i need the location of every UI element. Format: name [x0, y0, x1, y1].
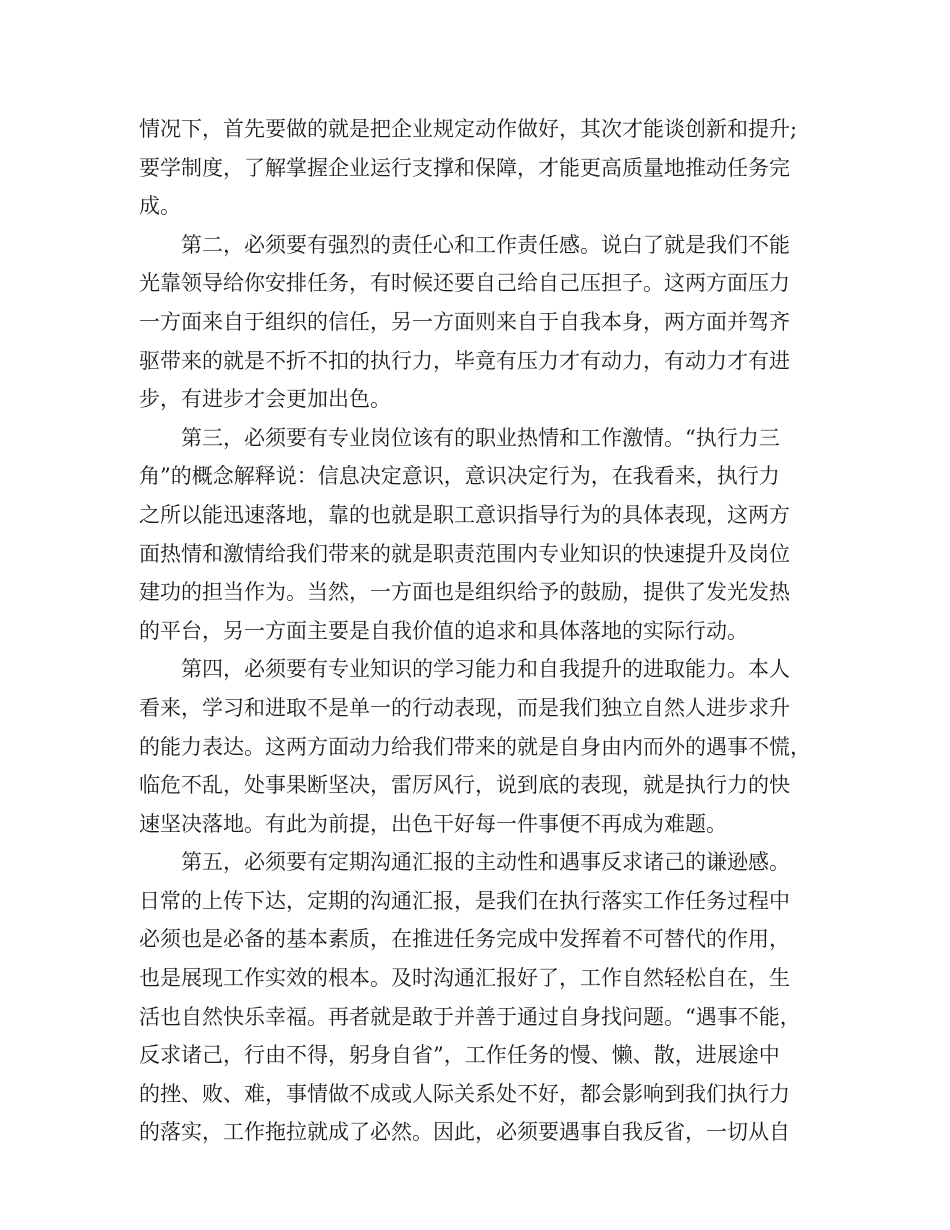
- text-line: 之所以能迅速落地，靠的也就是职工意识指导行为的具体表现，这两方: [139, 502, 790, 527]
- text-line: 建功的担当作为。当然，一方面也是组织给予的鼓励，提供了发光发热: [139, 580, 790, 605]
- text-line: 速坚决落地。有此为前提，出色干好每一件事便不再成为难题。: [139, 811, 727, 836]
- paragraph-first-line: 第五，必须要有定期沟通汇报的主动性和遇事反求诸己的谦逊感。: [181, 850, 790, 875]
- text-line: 角”的概念解释说：信息决定意识，意识决定行为，在我看来，执行力: [139, 464, 780, 489]
- paragraph-first-line: 第三，必须要有专业岗位该有的职业热情和工作激情。“执行力三: [181, 425, 780, 450]
- text-line: 的平台，另一方面主要是自我价值的追求和具体落地的实际行动。: [139, 618, 748, 643]
- paragraph-first-line: 第二，必须要有强烈的责任心和工作责任感。说白了就是我们不能: [181, 232, 790, 257]
- text-line: 看来，学习和进取不是单一的行动表现，而是我们独立自然人进步求升: [139, 695, 790, 720]
- text-line: 的能力表达。这两方面动力给我们带来的就是自身由内而外的遇事不慌，: [139, 734, 811, 759]
- text-line: 反求诸己，行由不得，躬身自省”，工作任务的慢、懒、散，进展途中: [139, 1043, 780, 1068]
- text-line: 面热情和激情给我们带来的就是职责范围内专业知识的快速提升及岗位: [139, 541, 790, 566]
- text-line: 成。: [139, 194, 181, 219]
- text-line: 也是展现工作实效的根本。及时沟通汇报好了，工作自然轻松自在，生: [139, 966, 790, 991]
- text-line: 步，有进步才会更加出色。: [139, 387, 391, 412]
- text-line: 的挫、败、难，事情做不成或人际关系处不好，都会影响到我们执行力: [139, 1081, 790, 1106]
- text-line: 的落实，工作拖拉就成了必然。因此，必须要遇事自我反省，一切从自: [139, 1120, 790, 1145]
- text-line: 日常的上传下达，定期的沟通汇报，是我们在执行落实工作任务过程中: [139, 888, 790, 913]
- text-line: 要学制度，了解掌握企业运行支撑和保障，才能更高质量地推动任务完: [139, 155, 790, 180]
- text-line: 活也自然快乐幸福。再者就是敢于并善于通过自身找问题。“遇事不能，: [139, 1004, 801, 1029]
- text-line: 临危不乱，处事果断坚决，雷厉风行，说到底的表现，就是执行力的快: [139, 773, 790, 798]
- text-line: 必须也是必备的基本素质，在推进任务完成中发挥着不可替代的作用，: [139, 927, 790, 952]
- text-line: 驱带来的就是不折不扣的执行力，毕竟有压力才有动力，有动力才有进: [139, 348, 790, 373]
- paragraph-first-line: 第四，必须要有专业知识的学习能力和自我提升的进取能力。本人: [181, 657, 790, 682]
- text-line: 情况下，首先要做的就是把企业规定动作做好，其次才能谈创新和提升;: [139, 117, 798, 141]
- text-line: 一方面来自于组织的信任，另一方面则来自于自我本身，两方面并驾齐: [139, 309, 790, 334]
- document-body: [139, 110, 839, 1152]
- text-line: 光靠领导给你安排任务，有时候还要自己给自己压担子。这两方面压力: [139, 271, 790, 296]
